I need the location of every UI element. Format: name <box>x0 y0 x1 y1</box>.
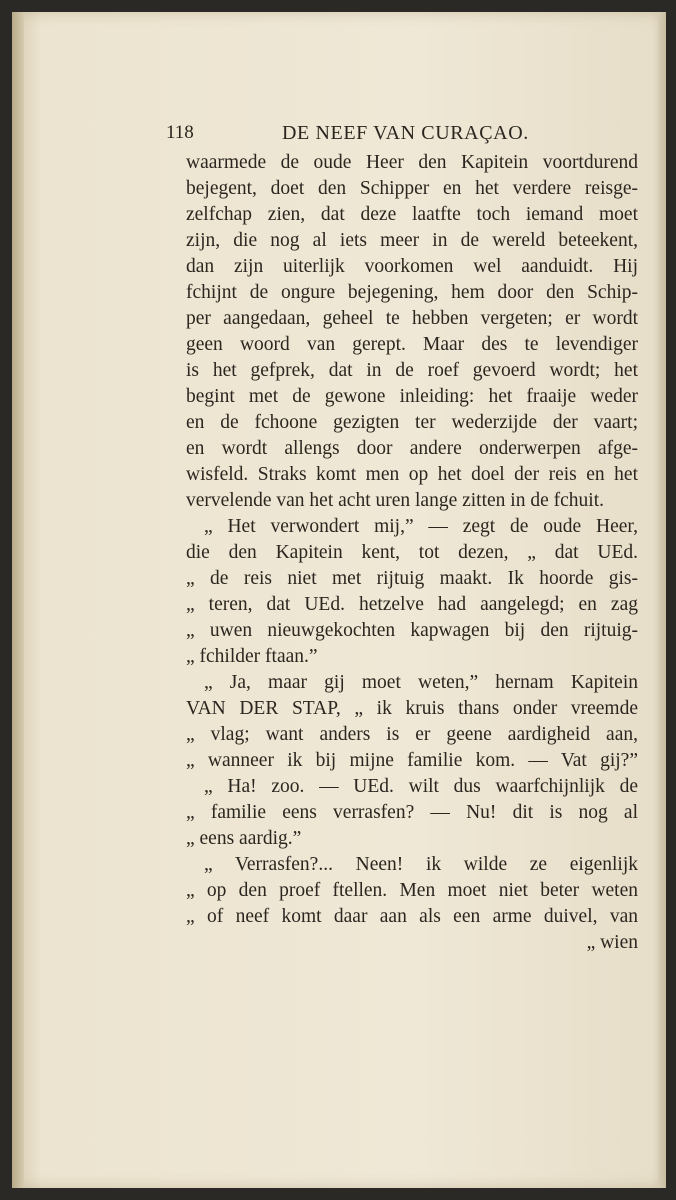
text-line: „ Ha! zoo. — UEd. wilt dus waarfchijnlijk de <box>204 776 638 797</box>
text-line: „ op den proef ftellen. Men moet niet beter weten <box>186 880 638 901</box>
page-number: 118 <box>166 122 194 143</box>
text-line: die den Kapitein kent, tot dezen, „ dat UEd. <box>186 542 638 563</box>
text-line: vervelende van het acht uren lange zitten in de fchuit. <box>186 490 604 511</box>
running-title: DE NEEF VAN CURAÇAO. <box>282 122 529 144</box>
page-edge <box>658 12 666 1188</box>
text-line: „ Verrasfen?... Neen! ik wilde ze eigenlijk <box>204 854 638 875</box>
text-line: is het gefprek, dat in de roef gevoerd wordt; het <box>186 360 638 381</box>
text-line: dan zijn uiterlijk voorkomen wel aanduidt. Hij <box>186 256 638 277</box>
text-line: „ vlag; want anders is er geene aardigheid aan, <box>186 724 638 745</box>
text-line: „ de reis niet met rijtuig maakt. Ik hoorde gis- <box>186 568 638 589</box>
text-line: en de fchoone gezigten ter wederzijde der vaart; <box>186 412 638 433</box>
text-line: „ Ja, maar gij moet weten,” hernam Kapitein <box>204 672 638 693</box>
text-line: „ uwen nieuwgekochten kapwagen bij den rijtuig- <box>186 620 638 641</box>
text-line: wisfeld. Straks komt men op het doel der reis en het <box>186 464 638 485</box>
text-line: „ eens aardig.” <box>186 828 302 849</box>
text-line: „ of neef komt daar aan als een arme duivel, van <box>186 906 638 927</box>
page-spine-shadow <box>12 12 24 1188</box>
text-line: zelfchap zien, dat deze laatfte toch iemand moet <box>186 204 638 225</box>
text-line: „ fchilder ftaan.” <box>186 646 318 667</box>
text-line: „ familie eens verrasfen? — Nu! dit is nog al <box>186 802 638 823</box>
text-line: geen woord van gerept. Maar des te levendiger <box>186 334 638 355</box>
catchword: „ wien <box>586 932 638 953</box>
body-text <box>186 150 638 956</box>
text-line: fchijnt de ongure bejegening, hem door den Schip- <box>186 282 638 303</box>
text-line: „ wanneer ik bij mijne familie kom. — Vat gij?” <box>186 750 638 771</box>
text-line: „ Het verwondert mij,” — zegt de oude Heer, <box>204 516 638 537</box>
running-head <box>152 122 552 152</box>
text-line: „ teren, dat UEd. hetzelve had aangelegd; en zag <box>186 594 638 615</box>
text-line: begint met de gewone inleiding: het fraaije weder <box>186 386 638 407</box>
text-line: bejegent, doet den Schipper en het verdere reisge- <box>186 178 638 199</box>
text-line: VAN DER STAP, „ ik kruis thans onder vreemde <box>186 698 638 719</box>
text-line: en wordt allengs door andere onderwerpen afge- <box>186 438 638 459</box>
text-line: zijn, die nog al iets meer in de wereld beteekent, <box>186 230 638 251</box>
text-line: per aangedaan, geheel te hebben vergeten; er wordt <box>186 308 638 329</box>
text-line: waarmede de oude Heer den Kapitein voortdurend <box>186 152 638 173</box>
